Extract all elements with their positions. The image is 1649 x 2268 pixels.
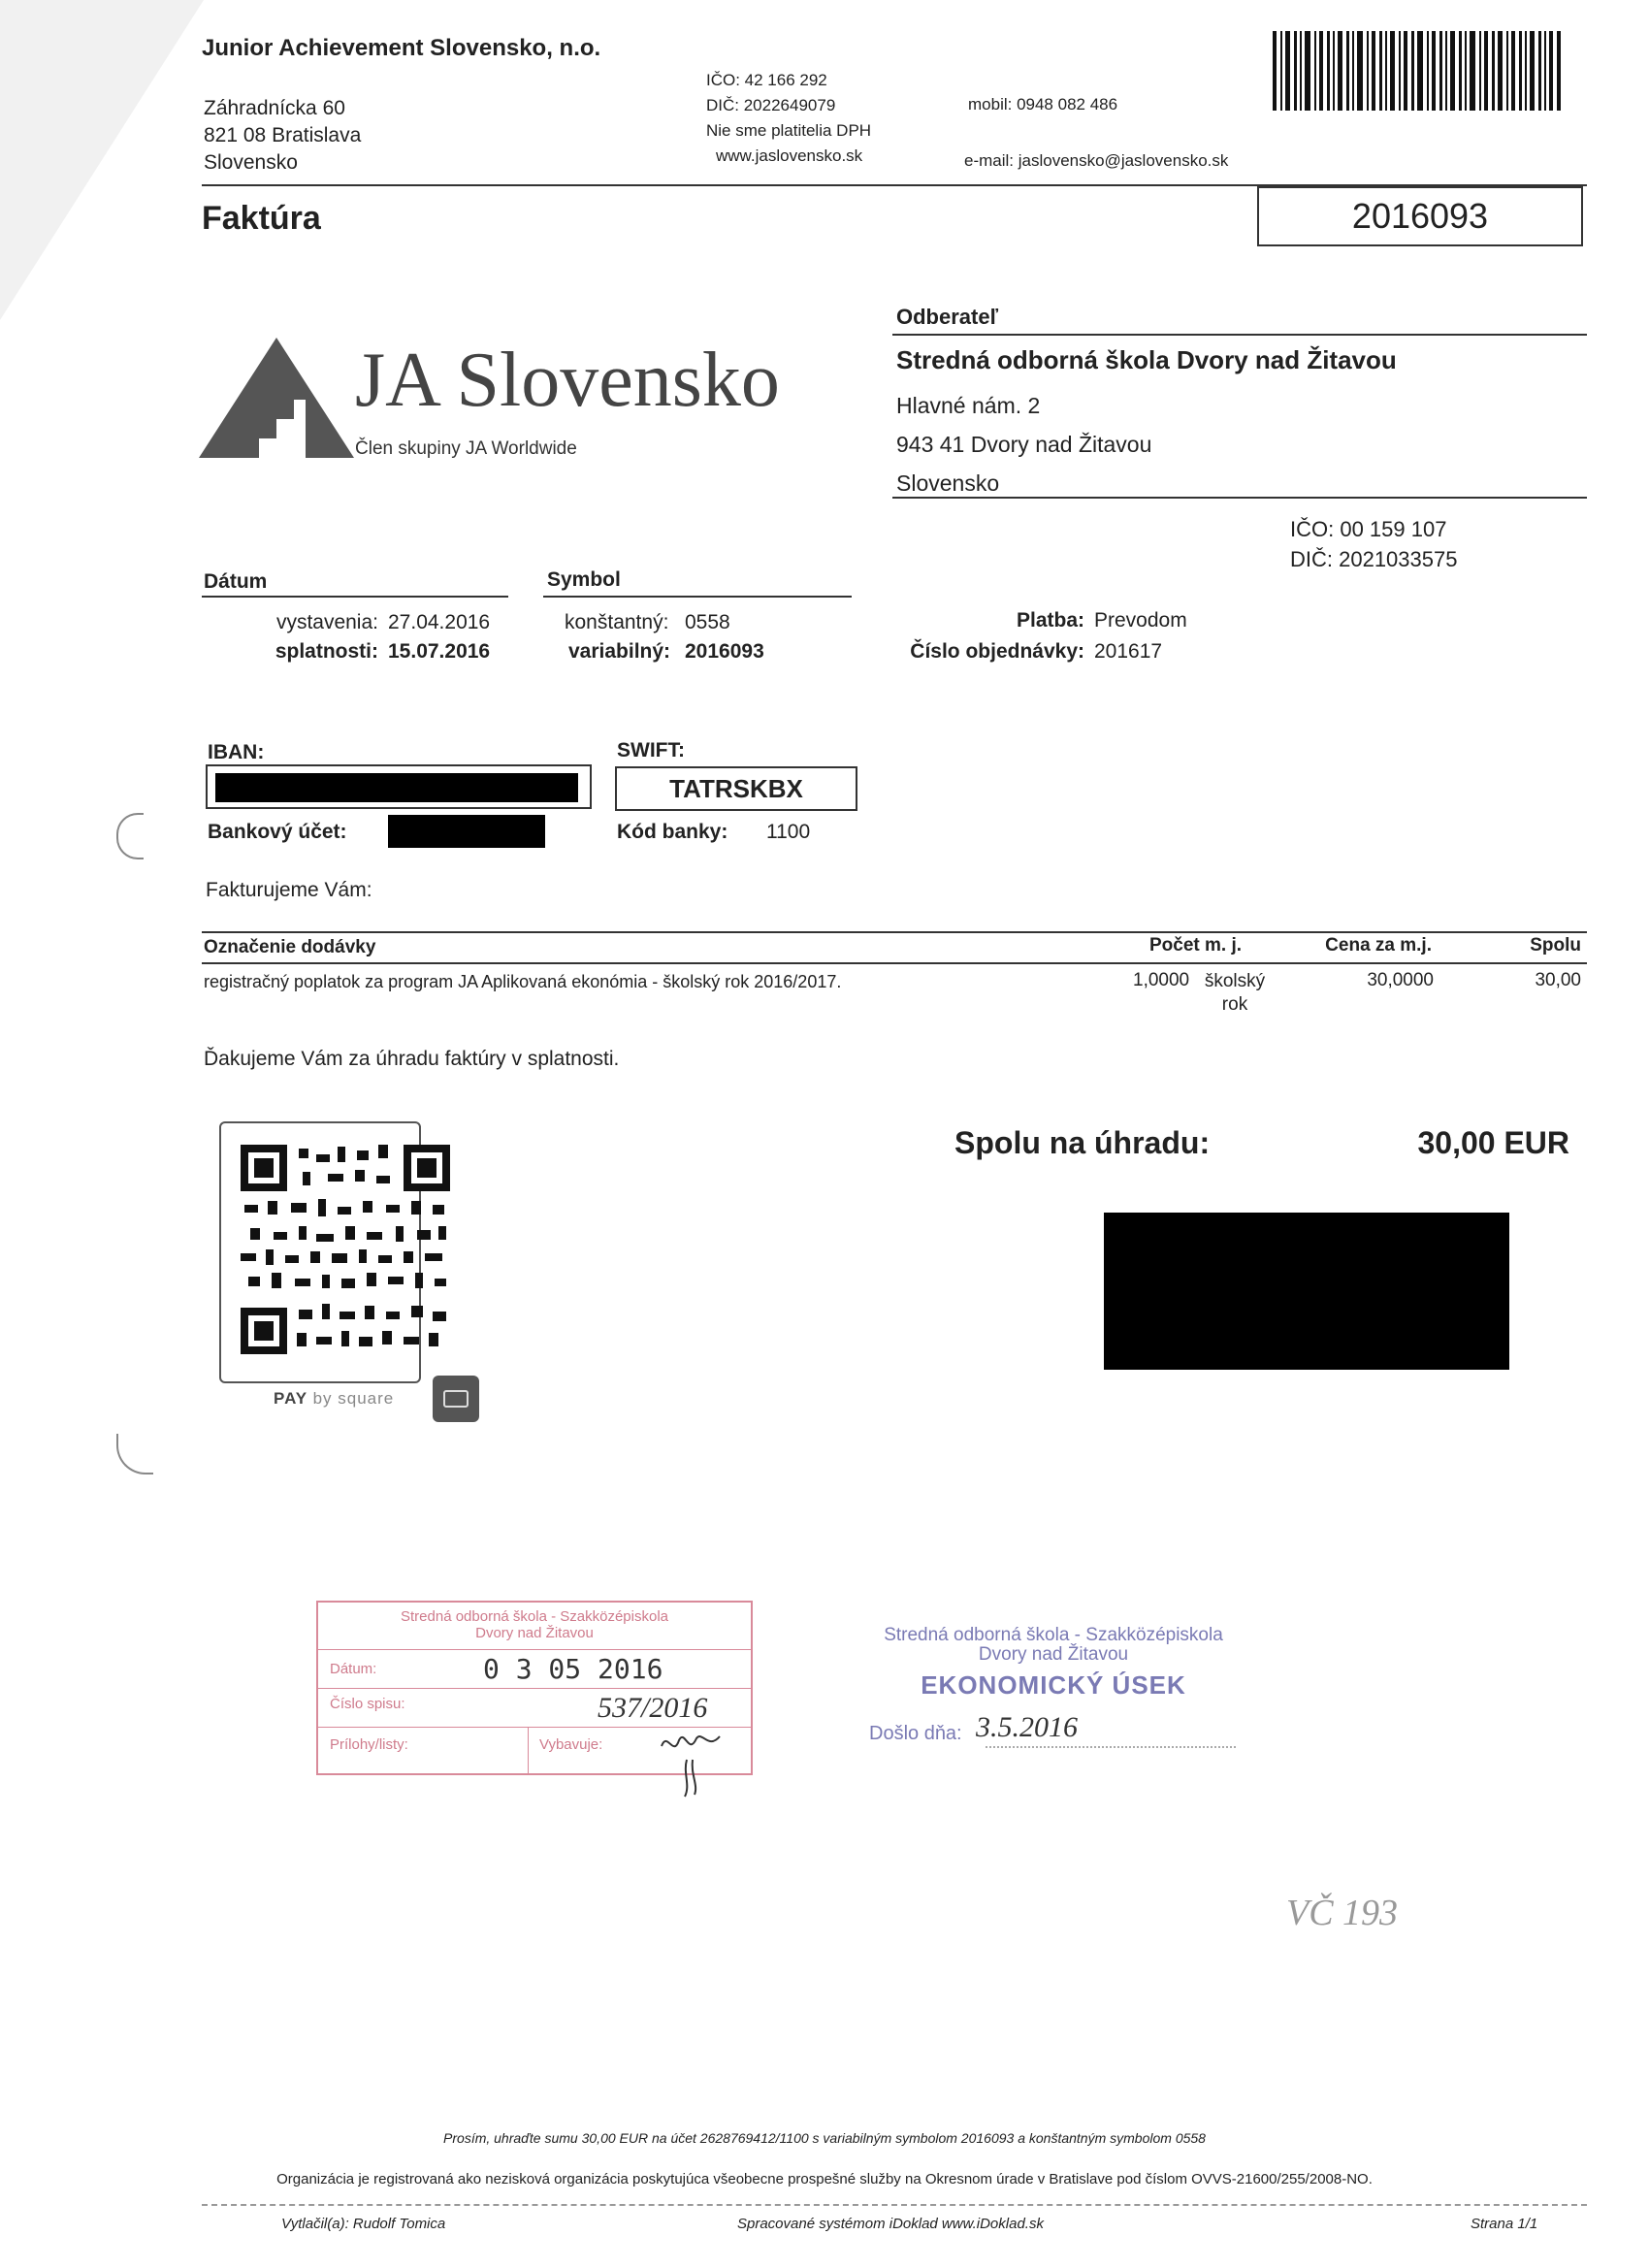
issuer-registration xyxy=(706,68,871,169)
invoice-title: Faktúra xyxy=(202,200,321,237)
issuer-mobile: mobil: 0948 082 486 xyxy=(968,95,1118,113)
footer-rule xyxy=(202,2204,1587,2206)
registry-attachments-label: Prílohy/listy: xyxy=(330,1736,408,1753)
registry-ref: 537/2016 xyxy=(598,1692,708,1724)
registry-stamp-title: Stredná odborná škola - Szakközépiskola xyxy=(401,1608,668,1625)
issuer-country: Slovensko xyxy=(204,151,298,174)
total-amount: 30,00 EUR xyxy=(1417,1125,1569,1160)
iban-redaction xyxy=(215,773,578,802)
issuer-address xyxy=(204,95,361,177)
footer-system: Spracované systémom iDoklad www.iDoklad.sk xyxy=(737,2216,1044,2232)
signature-redaction xyxy=(1104,1213,1509,1370)
logo-tagline: Člen skupiny JA Worldwide xyxy=(355,438,577,459)
handwritten-note: VČ 193 xyxy=(1286,1893,1399,1933)
bank-code: 1100 xyxy=(766,821,811,843)
customer-dic: DIČ: 2021033575 xyxy=(1290,547,1458,571)
var-symbol: 2016093 xyxy=(685,640,764,663)
registry-stamp-place: Dvory nad Žitavou xyxy=(475,1625,594,1641)
registry-date-label: Dátum: xyxy=(330,1661,377,1677)
economics-stamp-title: Stredná odborná škola - Szakközépiskola xyxy=(884,1625,1223,1645)
col-unit-price: Cena za m.j. xyxy=(1325,935,1432,956)
order-number: 201617 xyxy=(1094,640,1163,663)
issuer-dic: DIČ: 2022649079 xyxy=(706,96,836,114)
customer-country: Slovensko xyxy=(896,470,1000,496)
registry-date: 0 3 05 2016 xyxy=(483,1653,663,1685)
registry-stamp xyxy=(316,1601,753,1775)
order-number-label: Číslo objednávky: xyxy=(910,640,1084,663)
col-total: Spolu xyxy=(1530,935,1581,956)
footer-payment-request: Prosím, uhraďte sumu 30,00 EUR na účet 2628769412/1100 s variabilným symbolom 2016093 a konštantným symbolom 0558 xyxy=(443,2130,1206,2146)
economics-stamp-place: Dvory nad Žitavou xyxy=(978,1644,1129,1665)
iban-box xyxy=(206,764,592,809)
swift-code: TATRSKBX xyxy=(615,766,857,811)
row-total: 30,00 xyxy=(1535,970,1581,990)
issued-date: 27.04.2016 xyxy=(388,611,491,633)
col-quantity: Počet m. j. xyxy=(1148,935,1242,956)
punch-hole-bottom xyxy=(116,1434,153,1474)
footer-registration: Organizácia je registrovaná ako nezisková organizácia poskytujúca všeobecne prospešné služby na Okresnom úrade v Bratislave pod číslom OVVS-21600/255/2008-NO. xyxy=(276,2171,1373,2187)
economics-received-date: 3.5.2016 xyxy=(976,1711,1078,1743)
payment-method: Prevodom xyxy=(1094,609,1187,632)
paybysquare-label xyxy=(274,1389,394,1409)
qr-code-icon xyxy=(241,1145,450,1354)
logo-name: JA Slovensko xyxy=(355,338,780,423)
col-description: Označenie dodávky xyxy=(204,937,376,957)
intro-text: Fakturujeme Vám: xyxy=(206,879,372,901)
issuer-email: e-mail: jaslovensko@jaslovensko.sk xyxy=(964,151,1229,170)
issuer-ico: IČO: 42 166 292 xyxy=(706,71,827,89)
const-symbol: 0558 xyxy=(685,611,730,633)
ja-logo-icon xyxy=(199,338,354,458)
paybysquare-rest: by square xyxy=(312,1389,395,1408)
table-rule-top xyxy=(202,931,1587,933)
punch-hole-top xyxy=(116,813,144,859)
payment-method-label: Platba: xyxy=(1016,609,1084,632)
customer-rule-bottom xyxy=(892,497,1587,499)
customer-rule-top xyxy=(892,334,1587,336)
economics-stamp-dept: EKONOMICKÝ ÚSEK xyxy=(921,1670,1186,1700)
row-description: registračný poplatok za program JA Aplikovaná ekonómia - školský rok 2016/2017. xyxy=(204,972,842,991)
paybysquare-pay: PAY xyxy=(274,1389,307,1408)
registry-initials-icon xyxy=(658,1727,726,1800)
dates-rule xyxy=(202,596,508,598)
customer-address xyxy=(896,386,1151,502)
customer-ico: IČO: 00 159 107 xyxy=(1290,517,1447,541)
account-redaction xyxy=(388,815,545,848)
customer-heading: Odberateľ xyxy=(896,305,999,329)
row-unit: školský rok xyxy=(1204,971,1266,1015)
row-unit-price: 30,0000 xyxy=(1367,970,1434,990)
total-label: Spolu na úhradu: xyxy=(954,1125,1211,1160)
registry-ref-label: Číslo spisu: xyxy=(330,1696,405,1712)
issuer-street: Záhradnícka 60 xyxy=(204,97,345,119)
footer-page: Strana 1/1 xyxy=(1471,2216,1538,2232)
customer-street: Hlavné nám. 2 xyxy=(896,393,1041,418)
row-quantity: 1,0000 xyxy=(1133,970,1190,990)
due-label: splatnosti: xyxy=(275,640,378,663)
symbol-heading: Symbol xyxy=(547,568,621,591)
bank-code-label: Kód banky: xyxy=(617,821,728,843)
thanks-text: Ďakujeme Vám za úhradu faktúry v splatnosti. xyxy=(204,1048,620,1070)
issuer-web: www.jaslovensko.sk xyxy=(716,146,863,165)
registry-stamp-header xyxy=(318,1603,751,1641)
var-label: variabilný: xyxy=(568,640,671,663)
iban-label: IBAN: xyxy=(208,741,265,763)
footer-printed-by: Vytlačil(a): Rudolf Tomica xyxy=(281,2216,446,2232)
const-label: konštantný: xyxy=(565,611,669,633)
customer-city: 943 41 Dvory nad Žitavou xyxy=(896,432,1152,457)
registry-handler-label: Vybavuje: xyxy=(539,1736,603,1753)
barcode xyxy=(1273,31,1564,111)
issuer-city: 821 08 Bratislava xyxy=(204,124,362,146)
issuer-name: Junior Achievement Slovensko, n.o. xyxy=(202,35,601,61)
invoice-number: 2016093 xyxy=(1257,186,1583,246)
folded-corner xyxy=(0,0,204,320)
symbol-rule xyxy=(543,596,852,598)
issued-label: vystavenia: xyxy=(275,611,378,633)
economics-stamp xyxy=(869,1625,1238,1744)
customer-registration xyxy=(1290,514,1457,574)
swift-label: SWIFT: xyxy=(617,739,685,761)
economics-received-label: Došlo dňa: xyxy=(869,1723,962,1744)
customer-name: Stredná odborná škola Dvory nad Žitavou xyxy=(896,345,1397,374)
vat-note: Nie sme platitelia DPH xyxy=(706,121,872,140)
dates-heading: Dátum xyxy=(204,570,268,593)
account-label: Bankový účet: xyxy=(208,821,347,843)
paybysquare-icon xyxy=(433,1376,479,1422)
table-rule-header xyxy=(202,962,1587,964)
due-date: 15.07.2016 xyxy=(388,640,491,663)
